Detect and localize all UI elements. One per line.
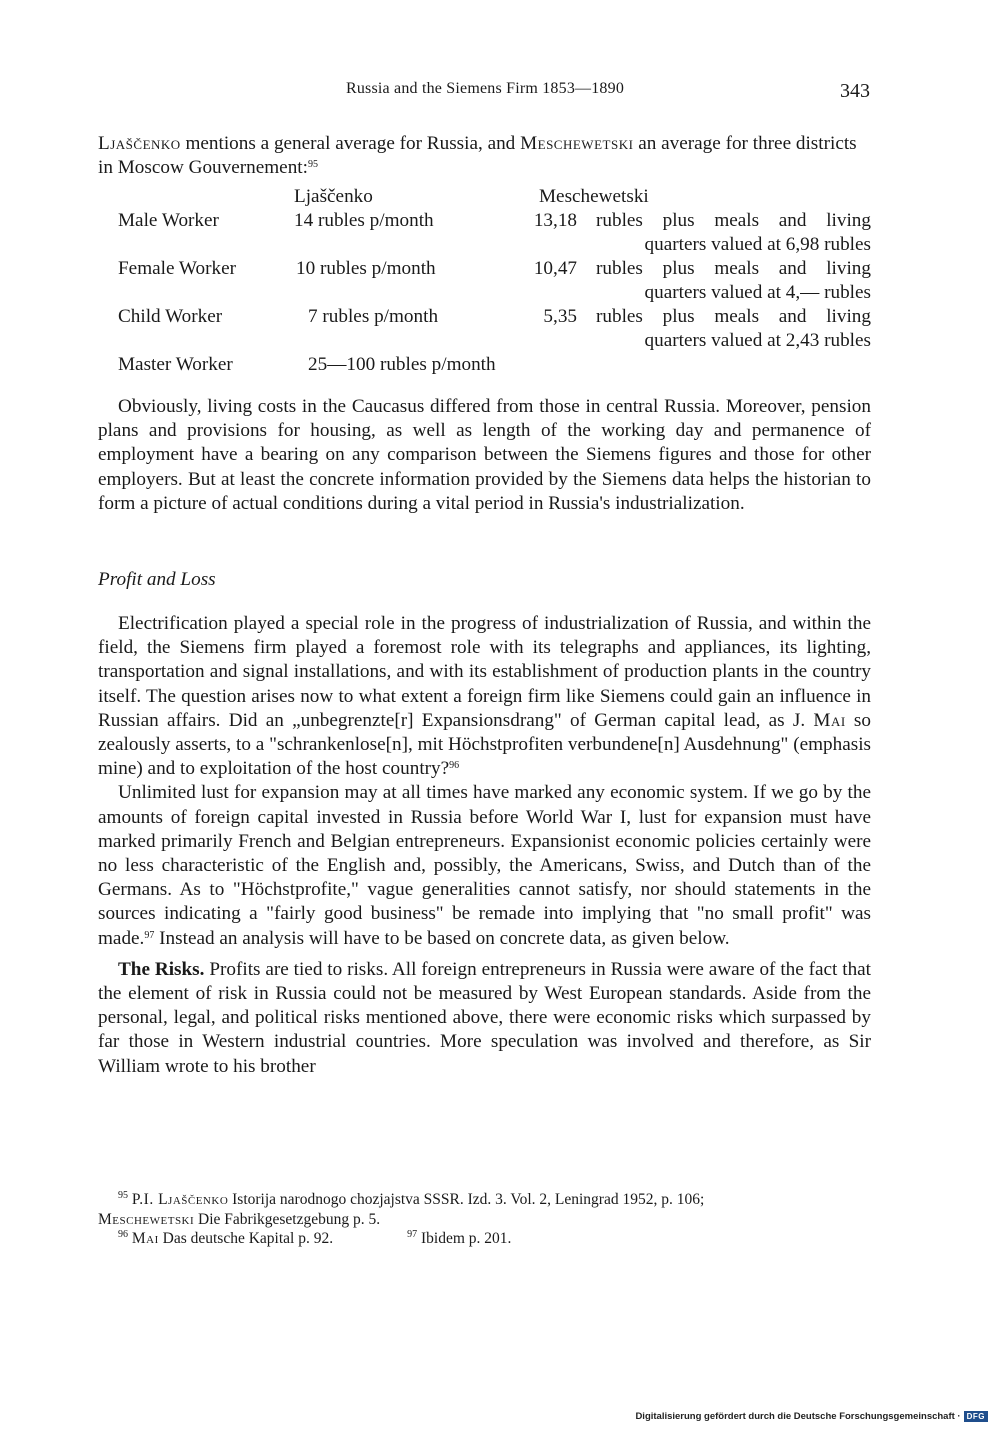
footnote-author: P.I. Ljaščenko xyxy=(131,1191,229,1208)
paragraph-text xyxy=(98,781,871,950)
column-header-ljascenko: Ljaščenko xyxy=(294,186,373,207)
row-ljascenko-wage: 14 rubles p/month xyxy=(294,210,434,231)
risks-paragraph xyxy=(98,958,871,1079)
electrification-text-2: so zealously asserts, to a "schrankenlose[n], mit Höchstprofiten verbundene[n] Ausdehnung" (emphasis mine) and to exploitation of the host country? xyxy=(98,709,871,780)
row-ljascenko-wage: 7 rubles p/month xyxy=(308,306,439,327)
row-meschewetski-desc-cont: quarters valued at 2,43 rubles xyxy=(644,330,871,351)
footnote-ref-95: 95 xyxy=(307,159,318,171)
paragraph-text: Obviously, living costs in the Caucasus differed from those in central Russia. Moreover, pension plans and provisions for housing, as well as length of the working day and permanence of employment have a bearing on any comparison between the Siemens figures and those for other employers. But at least the concrete information provided by the Siemens data helps the historian to form a picture of actual conditions during a vital period in Russia's industrialization. xyxy=(98,396,871,514)
unlimited-text-after: Instead an analysis will have to be based on concrete data, as given below. xyxy=(154,927,730,949)
row-meschewetski-desc: rubles plus meals and living xyxy=(596,306,871,327)
row-meschewetski-desc-cont: quarters valued at 6,98 rubles xyxy=(644,234,871,255)
funding-text: Digitalisierung gefördert durch die Deutsche Forschungsgemeinschaft · xyxy=(635,1411,961,1422)
author-meschewetski: Meschewetski xyxy=(520,133,634,154)
footnote-author: Mai xyxy=(131,1230,159,1247)
row-meschewetski-desc: rubles plus meals and living xyxy=(596,258,871,279)
row-category: Child Worker xyxy=(118,306,223,327)
risks-lead-in: The Risks. xyxy=(118,958,205,980)
row-meschewetski-desc-cont: quarters valued at 4,— rubles xyxy=(644,282,871,303)
footnote-text: Die Fabrikgesetzgebung p. 5. xyxy=(194,1210,381,1228)
footnote-text: Ibidem p. 201. xyxy=(417,1230,512,1247)
row-meschewetski-desc: rubles plus meals and living xyxy=(596,210,871,231)
author-mai: Mai xyxy=(813,709,846,731)
page-number: 343 xyxy=(840,80,870,102)
footnote-number: 95 xyxy=(118,1190,128,1201)
dfg-logo-icon: DFG xyxy=(964,1411,988,1422)
footnote-number: 96 xyxy=(118,1229,128,1240)
footnote-95 xyxy=(98,1190,871,1229)
row-meschewetski-value: 5,35 xyxy=(543,306,577,327)
risks-text: Profits are tied to risks. All foreign entrepreneurs in Russia were aware of the fact that the element of risk in Russia could not be measured by West European standards. Aside from the personal, legal, and political risks mentioned above, there were economic risks which surpassed by far those in Western industrial countries. More speculation was involved and therefore, as Sir William wrote to his brother xyxy=(98,958,872,1077)
electrification-text-1: Electrification played a special role in the progress of industrialization of Russia, and within the field, the Siemens firm played a foremost role with its telegraphs and appliances, its lighting, transportation and signal installations, and with its establishment of production plants in the country itself. The question arises now to what extent a foreign firm like Siemens could gain an influence in Russian affairs. Did an „unbegrenzte[r] Expansionsdrang" of German capital lead, as J. xyxy=(98,613,871,731)
footnote-ref-97: 97 xyxy=(144,929,155,941)
paragraph-text xyxy=(98,612,871,781)
author-ljascenko: Ljaščenko xyxy=(98,133,181,154)
footnotes xyxy=(98,1190,871,1249)
intro-paragraph xyxy=(98,132,871,180)
footnote-96-97 xyxy=(98,1229,871,1249)
row-category: Male Worker xyxy=(118,210,219,231)
row-meschewetski-value: 10,47 xyxy=(533,258,577,279)
footnote-text: Istorija narodnogo chozjajstva SSSR. Izd. 3. Vol. 2, Leningrad 1952, p. 106; xyxy=(228,1191,705,1208)
running-head xyxy=(100,80,870,108)
row-category: Master Worker xyxy=(118,354,233,375)
unlimited-text: Unlimited lust for expansion may at all times have marked any economic system. If we go by the amounts of foreign capital invested in Russia before World War I, lust for expansion must have marked primarily French and Belgian entrepreneurs. Expansionist economic policies certainly were no less characteristic of the English and, possibly, the Americans, Swiss, and Dutch than of the Germans. As to "Höchstprofite," vague generalities cannot satisfy, nor should statements in the sources indicating a "fairly good business" be remade into implying that "no small profit" was made. xyxy=(98,782,871,949)
column-header-meschewetski: Meschewetski xyxy=(539,186,649,207)
row-ljascenko-wage: 25—100 rubles p/month xyxy=(308,354,496,375)
footnote-text: Das deutsche Kapital p. 92. xyxy=(158,1230,334,1247)
running-title: Russia and the Siemens Firm 1853—1890 xyxy=(345,80,625,97)
row-ljascenko-wage: 10 rubles p/month xyxy=(296,258,436,279)
footnote-author: Meschewetski xyxy=(98,1210,195,1228)
electrification-paragraph xyxy=(98,612,871,1079)
row-category: Female Worker xyxy=(118,258,236,279)
funding-note xyxy=(635,1411,988,1422)
intro-text-2: an average for three districts in Moscow Gouvernement: xyxy=(98,133,857,179)
section-heading: Profit and Loss xyxy=(98,569,216,590)
row-meschewetski-value: 13,18 xyxy=(533,210,577,231)
footnote-number: 97 xyxy=(407,1229,418,1240)
footnote-ref-96: 96 xyxy=(449,760,460,772)
living-costs-paragraph xyxy=(98,395,871,516)
intro-text-1: mentions a general average for Russia, and xyxy=(180,133,521,154)
